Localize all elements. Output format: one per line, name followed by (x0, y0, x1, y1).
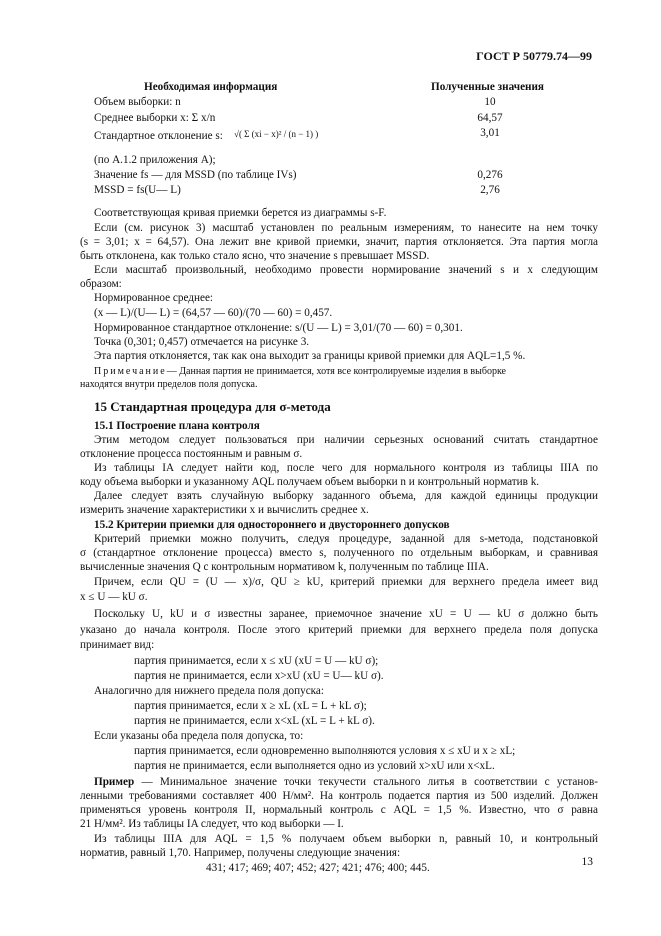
s6a: Поскольку U, kU и σ известны заранее, приемочное значение xU = U — kU σ должно быть (94, 608, 598, 620)
s9: Аналогично для нижнего предела поля допуска: (94, 685, 324, 697)
row-value-5: 0,276 (477, 169, 503, 181)
para-8: Эта партия отклоняется, так как она выходит за границы кривой приемки для AQL=1,5 %. (94, 350, 526, 362)
note-text-b: находятся внутри пределов поля допуска. (80, 379, 258, 390)
para-1: Соответствующая кривая приемки берется из диаграммы s-F. (94, 207, 387, 219)
s13: партия принимается, если одновременно выполняются условия x ≤ xU и x ≥ xL; (134, 745, 516, 757)
example-values: 431; 417; 469; 407; 452; 427; 421; 476; 400; 445. (206, 862, 430, 874)
para-5: (x — L)/(U— L) = (64,57 — 60)/(70 — 60) = 0,457. (94, 307, 333, 319)
s3a: Далее следует взять случайную выборку заданного объема, для каждой единицы продукции (94, 490, 598, 502)
para-6: Нормированное стандартное отклонение: s/(U — L) = 3,01/(70 — 60) = 0,301. (94, 322, 463, 334)
s10: партия принимается, если x ≥ xL (xL = L + kL σ); (134, 700, 367, 712)
s3b: измерить значение характеристики x и вычислить среднее x. (80, 504, 369, 516)
row-label-5: Значение fs — для MSSD (по таблице IVs) (94, 169, 297, 181)
row-value-1: 10 (484, 96, 496, 108)
s14: партия не принимается, если выполняется одно из условий x>xU или x<xL. (134, 760, 495, 772)
para-3b: образом: (80, 278, 122, 290)
s2b: коду объема выборки и указанному AQL получаем объем выборки n и контрольный норматив k. (80, 476, 540, 488)
s1b: отклонение процесса постоянным и равным σ. (80, 448, 303, 460)
example-text-a: — Минимальное значение точки текучести стального литья в соответствии с установ- (141, 776, 598, 788)
example-text-b: ленными требованиями составляет 400 Н/мм². На контроль подается партия из 500 изделий. Должен (80, 790, 598, 802)
s5b: x ≤ U — kU σ. (80, 591, 148, 603)
example-text-e: Из таблицы IIIA для AQL = 1,5 % получаем объем выборки n, равный 10, и контрольный (94, 833, 598, 845)
note-label: Примечание (94, 366, 167, 377)
para-2b: (s = 3,01; x = 64,57). Она лежит вне кривой приемки, значит, партия отклоняется. Эта партия могла (80, 236, 598, 248)
para-4: Нормированное среднее: (94, 292, 214, 304)
note-text-a: — Данная партия не принимается, хотя все контролируемые изделия в выборке (166, 366, 506, 377)
section-15-2-title: 15.2 Критерии приемки для одностороннего и двустороннего допусков (94, 519, 450, 531)
section-15-1-title: 15.1 Построение плана контроля (94, 420, 260, 432)
s7: партия принимается, если x ≤ xU (xU = U — kU σ); (134, 655, 379, 667)
s4c: вычисленные значения Q с контрольным нормативом k, полученным по таблице IIIA. (80, 561, 489, 573)
example-text-c: применяться уровень контроля II, нормальный контроль с AQL = 1,5 %. Известно, что σ равна (80, 804, 598, 816)
row-label-2: Среднее выборки x: Σ x/n (94, 112, 216, 124)
s12: Если указаны оба предела поля допуска, то: (94, 730, 304, 742)
row-label-3: Стандартное отклонение s: (94, 130, 223, 142)
s6c: принимает вид: (80, 639, 155, 651)
para-3a: Если масштаб произвольный, необходимо провести нормирование значений s и x следующим (94, 264, 598, 276)
s2a: Из таблицы IA следует найти код, после чего для нормального контроля из таблицы IIIA по (94, 462, 598, 474)
s6b: указано до начала контроля. После этого критерий приемки для верхнего предела поля допуска (80, 624, 598, 636)
page-number: 13 (581, 856, 593, 868)
row-value-6: 2,76 (480, 184, 500, 196)
row-label-1: Объем выборки: n (94, 96, 181, 108)
s1a: Этим методом следует пользоваться при наличии серьезных оснований считать стандартное (94, 434, 598, 446)
page-header: ГОСТ Р 50779.74—99 (476, 49, 592, 63)
s4a: Критерий приемки можно получить, следуя процедуре, заданной для s-метода, подстановкой (94, 533, 598, 545)
s8: партия не принимается, если x>xU (xU = U— kU σ). (134, 670, 384, 682)
row-label-4: (по А.1.2 приложения А); (94, 154, 216, 166)
table-col-info: Необходимая информация (144, 81, 278, 93)
para-7: Точка (0,301; 0,457) отмечается на рисунке 3. (94, 336, 310, 348)
s11: партия не принимается, если x<xL (xL = L + kL σ). (134, 715, 375, 727)
para-2a: Если (см. рисунок 3) масштаб установлен по реальным измерениям, то нанесите на нем точку (94, 222, 598, 234)
sd-formula: √( Σ (xi − x)² / (n − 1) ) (234, 129, 319, 139)
example-text-d: 21 Н/мм². Из таблицы IA следует, что код выборки — I. (80, 818, 344, 830)
section-15-title: 15 Стандартная процедура для σ-метода (94, 399, 331, 414)
table-col-values: Полученные значения (431, 81, 544, 93)
para-2c: быть отклонена, как только стало ясно, что значение s превышает MSSD. (80, 250, 430, 262)
example-text-f: норматив, равный 1,70. Например, получены следующие значения: (80, 847, 401, 859)
s5a: Причем, если QU = (U — x)/σ, QU ≥ kU, критерий приемки для верхнего предела имеет вид (94, 576, 598, 588)
s4b: σ (стандартное отклонение процесса) вместо s, полученного по отдельным выборкам, и сравнивая (80, 547, 598, 559)
row-label-6: MSSD = fs(U— L) (94, 184, 181, 196)
example-label: Пример (94, 776, 135, 788)
row-value-3: 3,01 (480, 127, 500, 139)
row-value-2: 64,57 (477, 112, 503, 124)
